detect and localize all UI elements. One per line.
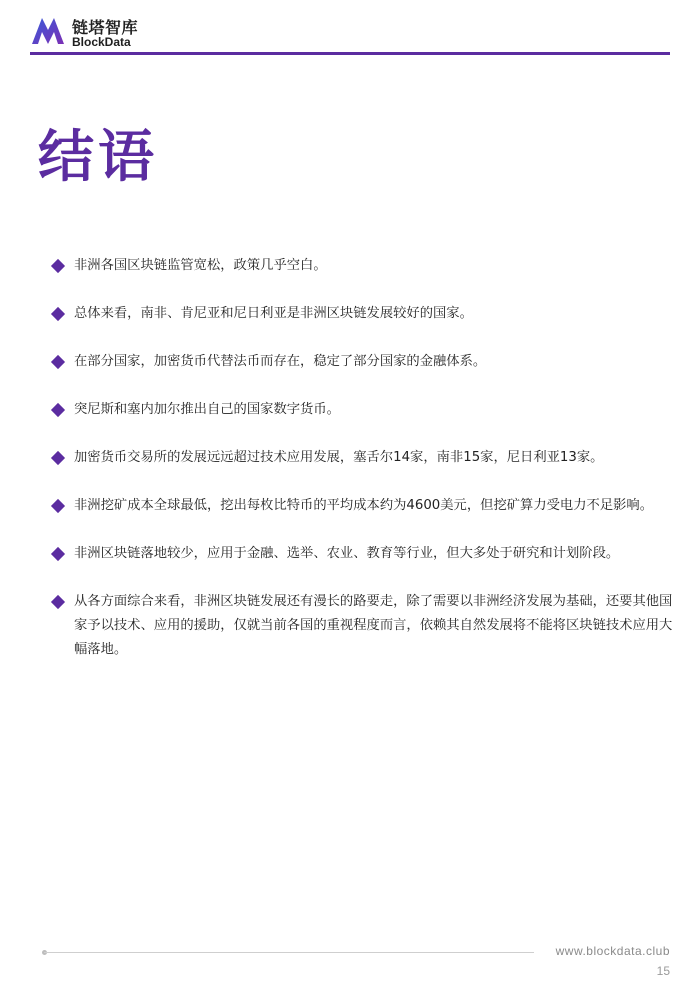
list-item bbox=[52, 590, 682, 662]
page-title: 结语 bbox=[38, 125, 158, 190]
brand-name-cn: 链塔智库 bbox=[72, 18, 139, 37]
list-item-text: 非洲区块链落地较少，应用于金融、选举、农业、教育等行业，但大多处于研究和计划阶段。 bbox=[74, 546, 620, 561]
blockdata-logo-icon bbox=[30, 14, 66, 46]
diamond-bullet-icon bbox=[51, 451, 65, 465]
list-item-text: 非洲挖矿成本全球最低，挖出每枚比特币的平均成本约为4600美元，但挖矿算力受电力不足影响。 bbox=[74, 498, 654, 513]
diamond-bullet-icon bbox=[51, 259, 65, 273]
list-item bbox=[52, 494, 682, 518]
header-divider bbox=[30, 52, 670, 55]
list-item-text: 总体来看，南非、肯尼亚和尼日利亚是非洲区块链发展较好的国家。 bbox=[74, 306, 473, 321]
list-item-text: 突尼斯和塞内加尔推出自己的国家数字货币。 bbox=[74, 402, 340, 417]
list-item-text: 非洲各国区块链监管宽松，政策几乎空白。 bbox=[74, 258, 327, 273]
diamond-bullet-icon bbox=[51, 403, 65, 417]
list-item bbox=[52, 350, 682, 374]
list-item bbox=[52, 398, 682, 422]
diamond-bullet-icon bbox=[51, 307, 65, 321]
diamond-bullet-icon bbox=[51, 595, 65, 609]
footer-divider bbox=[44, 952, 534, 953]
diamond-bullet-icon bbox=[51, 355, 65, 369]
diamond-bullet-icon bbox=[51, 499, 65, 513]
list-item-text: 在部分国家，加密货币代替法币而存在，稳定了部分国家的金融体系。 bbox=[74, 354, 487, 369]
list-item bbox=[52, 254, 682, 278]
list-item-text: 从各方面综合来看，非洲区块链发展还有漫长的路要走，除了需要以非洲经济发展为基础，还要其他国家予以技术、应用的援助，仅就当前各国的重视程度而言，依赖其自然发展将不能将区块链技术应用大幅落地。 bbox=[74, 594, 673, 657]
brand-name-en: BlockData bbox=[72, 35, 131, 49]
list-item-text: 加密货币交易所的发展远远超过技术应用发展，塞舌尔14家，南非15家，尼日利亚13家。 bbox=[74, 450, 604, 465]
footer-url[interactable]: www.blockdata.club bbox=[555, 944, 670, 958]
list-item bbox=[52, 302, 682, 326]
diamond-bullet-icon bbox=[51, 547, 65, 561]
page-header bbox=[30, 14, 670, 56]
conclusion-list bbox=[52, 254, 682, 686]
list-item bbox=[52, 542, 682, 566]
page-number: 15 bbox=[656, 964, 670, 978]
list-item bbox=[52, 446, 682, 470]
